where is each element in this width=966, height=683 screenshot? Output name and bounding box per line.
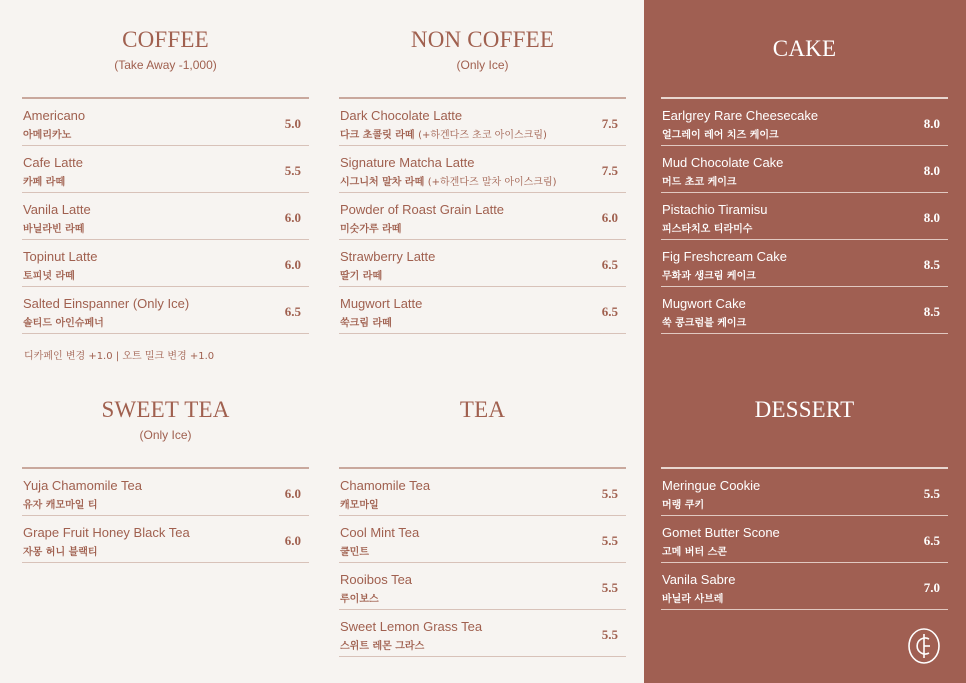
menu-item <box>339 193 626 240</box>
menu-item <box>22 240 309 287</box>
item-price: 6.0 <box>601 210 618 225</box>
item-name-en: Salted Einspanner (Only Ice) <box>23 296 190 311</box>
item-price: 7.0 <box>923 580 940 595</box>
item-price: 5.5 <box>923 486 940 501</box>
section-subtitle: (Take Away -1,000) <box>114 58 217 72</box>
item-name-ko-text: 유자 캐모마일 티 <box>23 500 98 511</box>
item-name-ko <box>662 267 756 282</box>
section-non-coffee <box>339 27 626 329</box>
section-title: COFFEE <box>122 27 209 52</box>
item-name-ko <box>662 314 746 329</box>
menu-item <box>22 193 309 240</box>
section-subtitle: (Only Ice) <box>139 428 192 442</box>
item-price: 6.5 <box>601 304 618 319</box>
item-name-ko <box>23 543 98 558</box>
section-subtitle: (Only Ice) <box>456 58 509 72</box>
item-name-ko <box>340 220 401 235</box>
item-name-ko <box>340 590 379 605</box>
menu-list <box>339 97 626 334</box>
menu-item <box>661 563 948 610</box>
item-name-en: Signature Matcha Latte <box>340 155 475 170</box>
item-name-ko-text: 솔티드 아인슈페너 <box>23 318 104 329</box>
item-name-en: Strawberry Latte <box>340 249 436 264</box>
item-name-ko-text: 카페 라떼 <box>23 177 66 188</box>
item-name-ko-text: 바닐라 사브레 <box>662 594 724 605</box>
item-price: 5.5 <box>601 580 618 595</box>
section-cake <box>661 36 948 329</box>
section-coffee <box>22 27 309 329</box>
item-name-ko <box>662 220 752 235</box>
item-name-ko-text: 바닐라빈 라떼 <box>23 224 85 235</box>
item-name-ko <box>662 590 723 605</box>
section-dessert <box>661 397 948 605</box>
menu-list <box>22 97 309 334</box>
item-price: 5.5 <box>284 163 301 178</box>
item-name-en: Grape Fruit Honey Black Tea <box>23 525 190 540</box>
item-name-ko <box>23 126 71 141</box>
item-name-ko-text: 머드 초코 케이크 <box>662 177 737 188</box>
item-price: 5.0 <box>284 116 301 131</box>
item-price: 6.0 <box>284 257 301 272</box>
item-name-ko-text: 피스타치오 티라미수 <box>662 224 753 235</box>
item-price: 5.5 <box>601 486 618 501</box>
item-price: 6.5 <box>601 257 618 272</box>
item-name-ko-text: 자몽 허니 블랙티 <box>23 547 98 558</box>
item-name-ko-text: 무화과 생크림 케이크 <box>662 271 756 282</box>
item-name-en: Vanila Latte <box>23 202 91 217</box>
item-name-en: Mugwort Cake <box>662 296 746 311</box>
item-name-ko-text: 얼그레이 레어 치즈 케이크 <box>662 130 779 141</box>
menu-item <box>339 99 626 146</box>
menu-item <box>339 610 626 657</box>
menu-list <box>339 467 626 657</box>
item-name-en: Americano <box>23 108 86 123</box>
item-name-en: Rooibos Tea <box>340 572 413 587</box>
menu-item <box>339 563 626 610</box>
item-name-ko-text: 쑥 콩크럼블 케이크 <box>662 318 747 329</box>
item-name-ko <box>23 496 98 511</box>
item-name-ko-text: 아메리카노 <box>23 130 72 141</box>
section-tea <box>339 397 626 652</box>
item-name-ko <box>23 220 84 235</box>
menu-item <box>22 146 309 193</box>
menu-list <box>22 467 309 563</box>
item-name-ko <box>340 543 369 558</box>
section-title: DESSERT <box>754 397 855 422</box>
item-name-ko-text: 쿨민트 <box>340 547 369 558</box>
item-name-ko <box>340 267 382 282</box>
item-name-ko-text: 캐모마일 <box>340 500 379 511</box>
item-name-ko <box>662 126 779 141</box>
item-name-ko <box>662 173 737 188</box>
item-name-ko <box>340 637 424 652</box>
menu-item <box>661 469 948 516</box>
item-name-en: Powder of Roast Grain Latte <box>340 202 505 217</box>
item-note: (+하겐다즈 말차 아이스크림) <box>427 177 557 188</box>
item-name-ko-text: 토피넛 라떼 <box>23 271 75 282</box>
cafe-monogram-icon <box>907 627 941 665</box>
section-title: SWEET TEA <box>101 397 230 422</box>
item-name-en: Gomet Butter Scone <box>662 525 780 540</box>
menu-item <box>339 146 626 193</box>
item-name-ko-text: 쑥크림 라떼 <box>340 318 392 329</box>
item-price: 8.0 <box>923 163 940 178</box>
item-name-ko <box>340 173 557 188</box>
item-price: 6.5 <box>923 533 940 548</box>
item-price: 6.5 <box>284 304 301 319</box>
menu-item <box>339 469 626 516</box>
section-title: CAKE <box>772 36 837 61</box>
item-name-en: Vanila Sabre <box>662 572 736 587</box>
item-price: 6.0 <box>284 533 301 548</box>
section-title: NON COFFEE <box>410 27 555 52</box>
item-name-ko-text: 머랭 쿠키 <box>662 500 705 511</box>
item-name-ko <box>340 314 392 329</box>
item-name-en: Cafe Latte <box>23 155 83 170</box>
menu-item <box>661 516 948 563</box>
item-price: 8.0 <box>923 116 940 131</box>
menu-list <box>661 467 948 610</box>
menu-item <box>661 193 948 240</box>
item-name-en: Earlgrey Rare Cheesecake <box>662 108 819 123</box>
section-sweet-tea <box>22 397 309 558</box>
item-name-en: Cool Mint Tea <box>340 525 420 540</box>
item-name-ko-text: 미숫가루 라떼 <box>340 224 402 235</box>
menu-item <box>22 516 309 563</box>
item-name-en: Pistachio Tiramisu <box>662 202 768 217</box>
item-price: 5.5 <box>601 627 618 642</box>
item-name-ko <box>662 496 704 511</box>
menu-item <box>661 240 948 287</box>
menu-list <box>661 97 948 334</box>
item-name-ko-text: 루이보스 <box>340 594 379 605</box>
item-name-ko <box>23 314 104 329</box>
item-price: 8.0 <box>923 210 940 225</box>
item-name-en: Mud Chocolate Cake <box>662 155 784 170</box>
item-price: 8.5 <box>923 257 940 272</box>
item-name-ko-text: 딸기 라떼 <box>340 271 383 282</box>
coffee-options-note: 디카페인 변경 +1.0 | 오트 밀크 변경 +1.0 <box>24 351 215 362</box>
menu-item <box>661 99 948 146</box>
item-name-en: Fig Freshcream Cake <box>662 249 787 264</box>
item-price: 6.0 <box>284 486 301 501</box>
menu-item <box>22 287 309 334</box>
item-name-ko <box>23 173 65 188</box>
item-name-en: Meringue Cookie <box>662 478 761 493</box>
item-name-ko-text: 시그니처 말차 라떼 <box>340 177 425 188</box>
item-name-en: Mugwort Latte <box>340 296 423 311</box>
item-name-en: Chamomile Tea <box>340 478 431 493</box>
item-name-en: Yuja Chamomile Tea <box>23 478 142 493</box>
item-name-en: Sweet Lemon Grass Tea <box>340 619 483 634</box>
menu-item <box>22 99 309 146</box>
menu-item <box>339 240 626 287</box>
section-title: TEA <box>459 397 506 422</box>
menu-item <box>339 516 626 563</box>
menu-item <box>661 146 948 193</box>
item-name-en: Topinut Latte <box>23 249 98 264</box>
item-price: 6.0 <box>284 210 301 225</box>
item-name-ko-text: 고메 버터 스콘 <box>662 547 727 558</box>
item-name-ko <box>340 126 547 141</box>
item-name-ko <box>340 496 379 511</box>
item-note: (+하겐다즈 초코 아이스크림) <box>418 130 547 141</box>
item-name-ko-text: 다크 초콜릿 라떼 <box>340 130 415 141</box>
item-price: 7.5 <box>601 116 618 131</box>
item-price: 5.5 <box>601 533 618 548</box>
menu-item <box>661 287 948 334</box>
menu-item <box>22 469 309 516</box>
menu-item <box>339 287 626 334</box>
item-name-ko <box>23 267 75 282</box>
item-price: 8.5 <box>923 304 940 319</box>
item-name-ko-text: 스위트 레몬 그라스 <box>340 641 425 652</box>
item-name-en: Dark Chocolate Latte <box>340 108 463 123</box>
item-price: 7.5 <box>601 163 618 178</box>
item-name-ko <box>662 543 727 558</box>
